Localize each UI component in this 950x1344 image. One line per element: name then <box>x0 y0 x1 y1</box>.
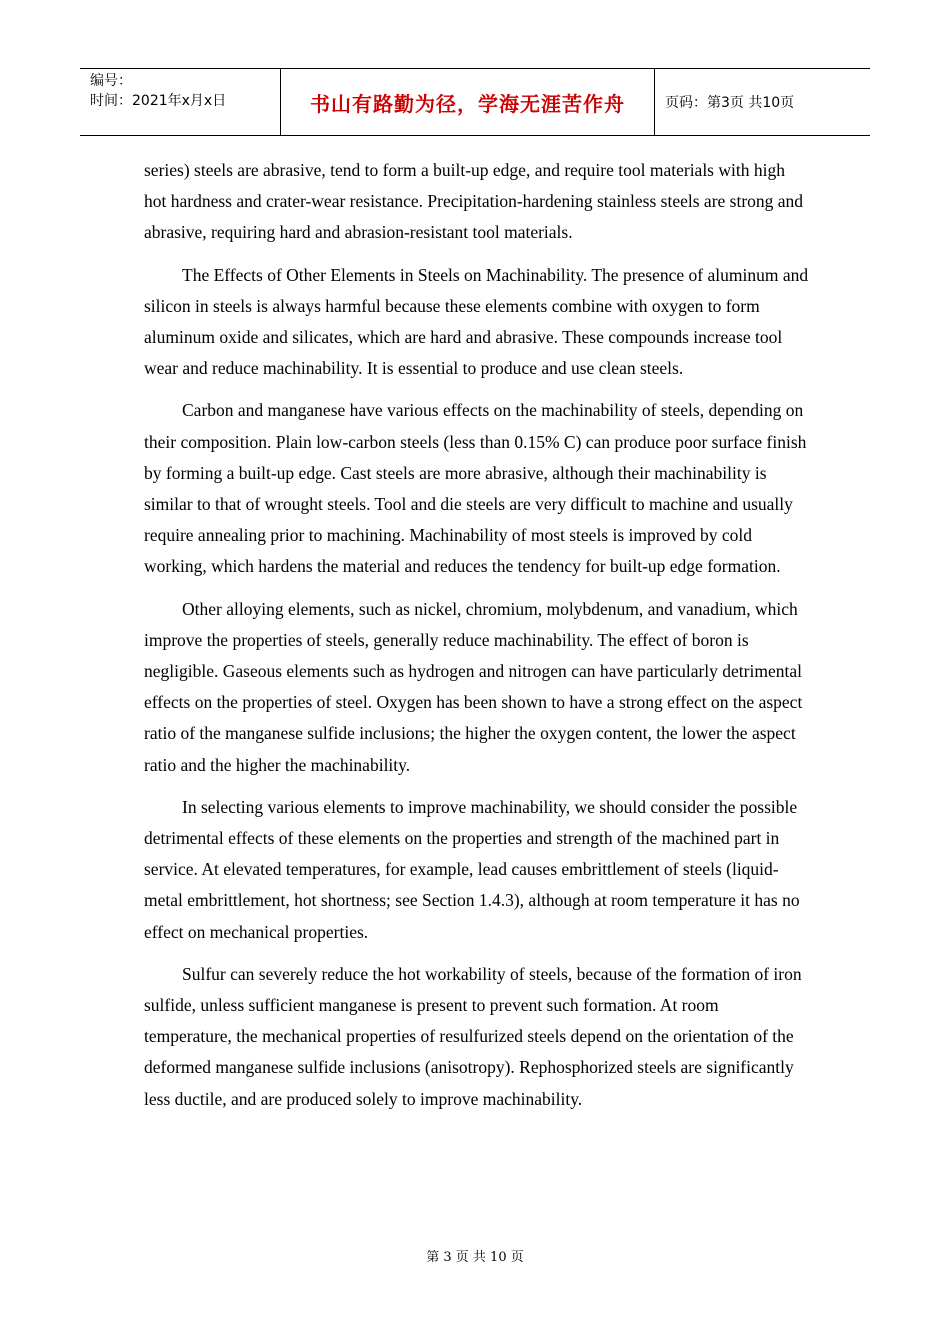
paragraph-1: series) steels are abrasive, tend to form a built-up edge, and require tool materials with high hot hardness and crater-wear resistance. Precipitation-hardening stainless steels are strong and abrasive, requiring hard and abrasion-resistant tool materials. <box>144 160 804 243</box>
header-page-info-cell <box>655 69 870 135</box>
paragraph-5: In selecting various elements to improve machinability, we should consider the possible detrimental effects of these elements on the properties and strength of the machined part in service. At elevated temperatures, for example, lead causes embrittlement of steels (liquid-metal embrittlement, hot shortness; see Section 1.4.3), although at room temperature it has no effect on mechanical properties. <box>144 796 800 942</box>
page-footer <box>0 1246 950 1265</box>
paragraph-6: Sulfur can severely reduce the hot workability of steels, because of the formation of iron sulfide, unless sufficient manganese is present to prevent such formation. At room temperature, the mechanical properties of resulfurized steels depend on the orientation of the deformed manganese sulfide inclusions (anisotropy). Rephosphorized steels are significantly less ductile, and are produced solely to improve machinability. <box>144 963 802 1109</box>
header-motto: 书山有路勤为径，学海无涯苦作舟 <box>310 91 625 116</box>
header-page-info: 页码：第3页 共10页 <box>665 95 795 111</box>
document-body <box>144 155 810 1126</box>
paragraph-4: Other alloying elements, such as nickel, chromium, molybdenum, and vanadium, which improve the properties of steels, generally reduce machinability. The effect of boron is negligible. Gaseous elements such as hydrogen and nitrogen can have particularly detrimental effects on the properties of steel. Oxygen has been shown to have a strong effect on the aspect ratio of the manganese sulfide inclusions; the higher the oxygen content, the lower the aspect ratio and the higher the machinability. <box>144 598 803 775</box>
document-number-label: 编号： <box>90 73 132 89</box>
header-motto-cell <box>281 69 655 135</box>
footer-page-number: 第 3 页 共 10 页 <box>426 1250 524 1265</box>
header-meta <box>80 69 281 135</box>
page-header <box>80 68 870 136</box>
document-date-label: 时间：2021年x月x日 <box>90 93 227 109</box>
paragraph-3: Carbon and manganese have various effects on the machinability of steels, depending on their composition. Plain low-carbon steels (less than 0.15% C) can produce poor surface finish by forming a built-up edge. Cast steels are more abrasive, although their machinability is similar to that of wrought steels. Tool and die steels are very difficult to machine and usually require annealing prior to machining. Machinability of most steels is improved by cold working, which hardens the material and reduces the tendency for built-up edge formation. <box>144 400 807 577</box>
paragraph-2: The Effects of Other Elements in Steels on Machinability. The presence of aluminum and silicon in steels is always harmful because these elements combine with oxygen to form aluminum oxide and silicates, which are hard and abrasive. These compounds increase tool wear and reduce machinability. It is essential to produce and use clean steels. <box>144 264 809 379</box>
